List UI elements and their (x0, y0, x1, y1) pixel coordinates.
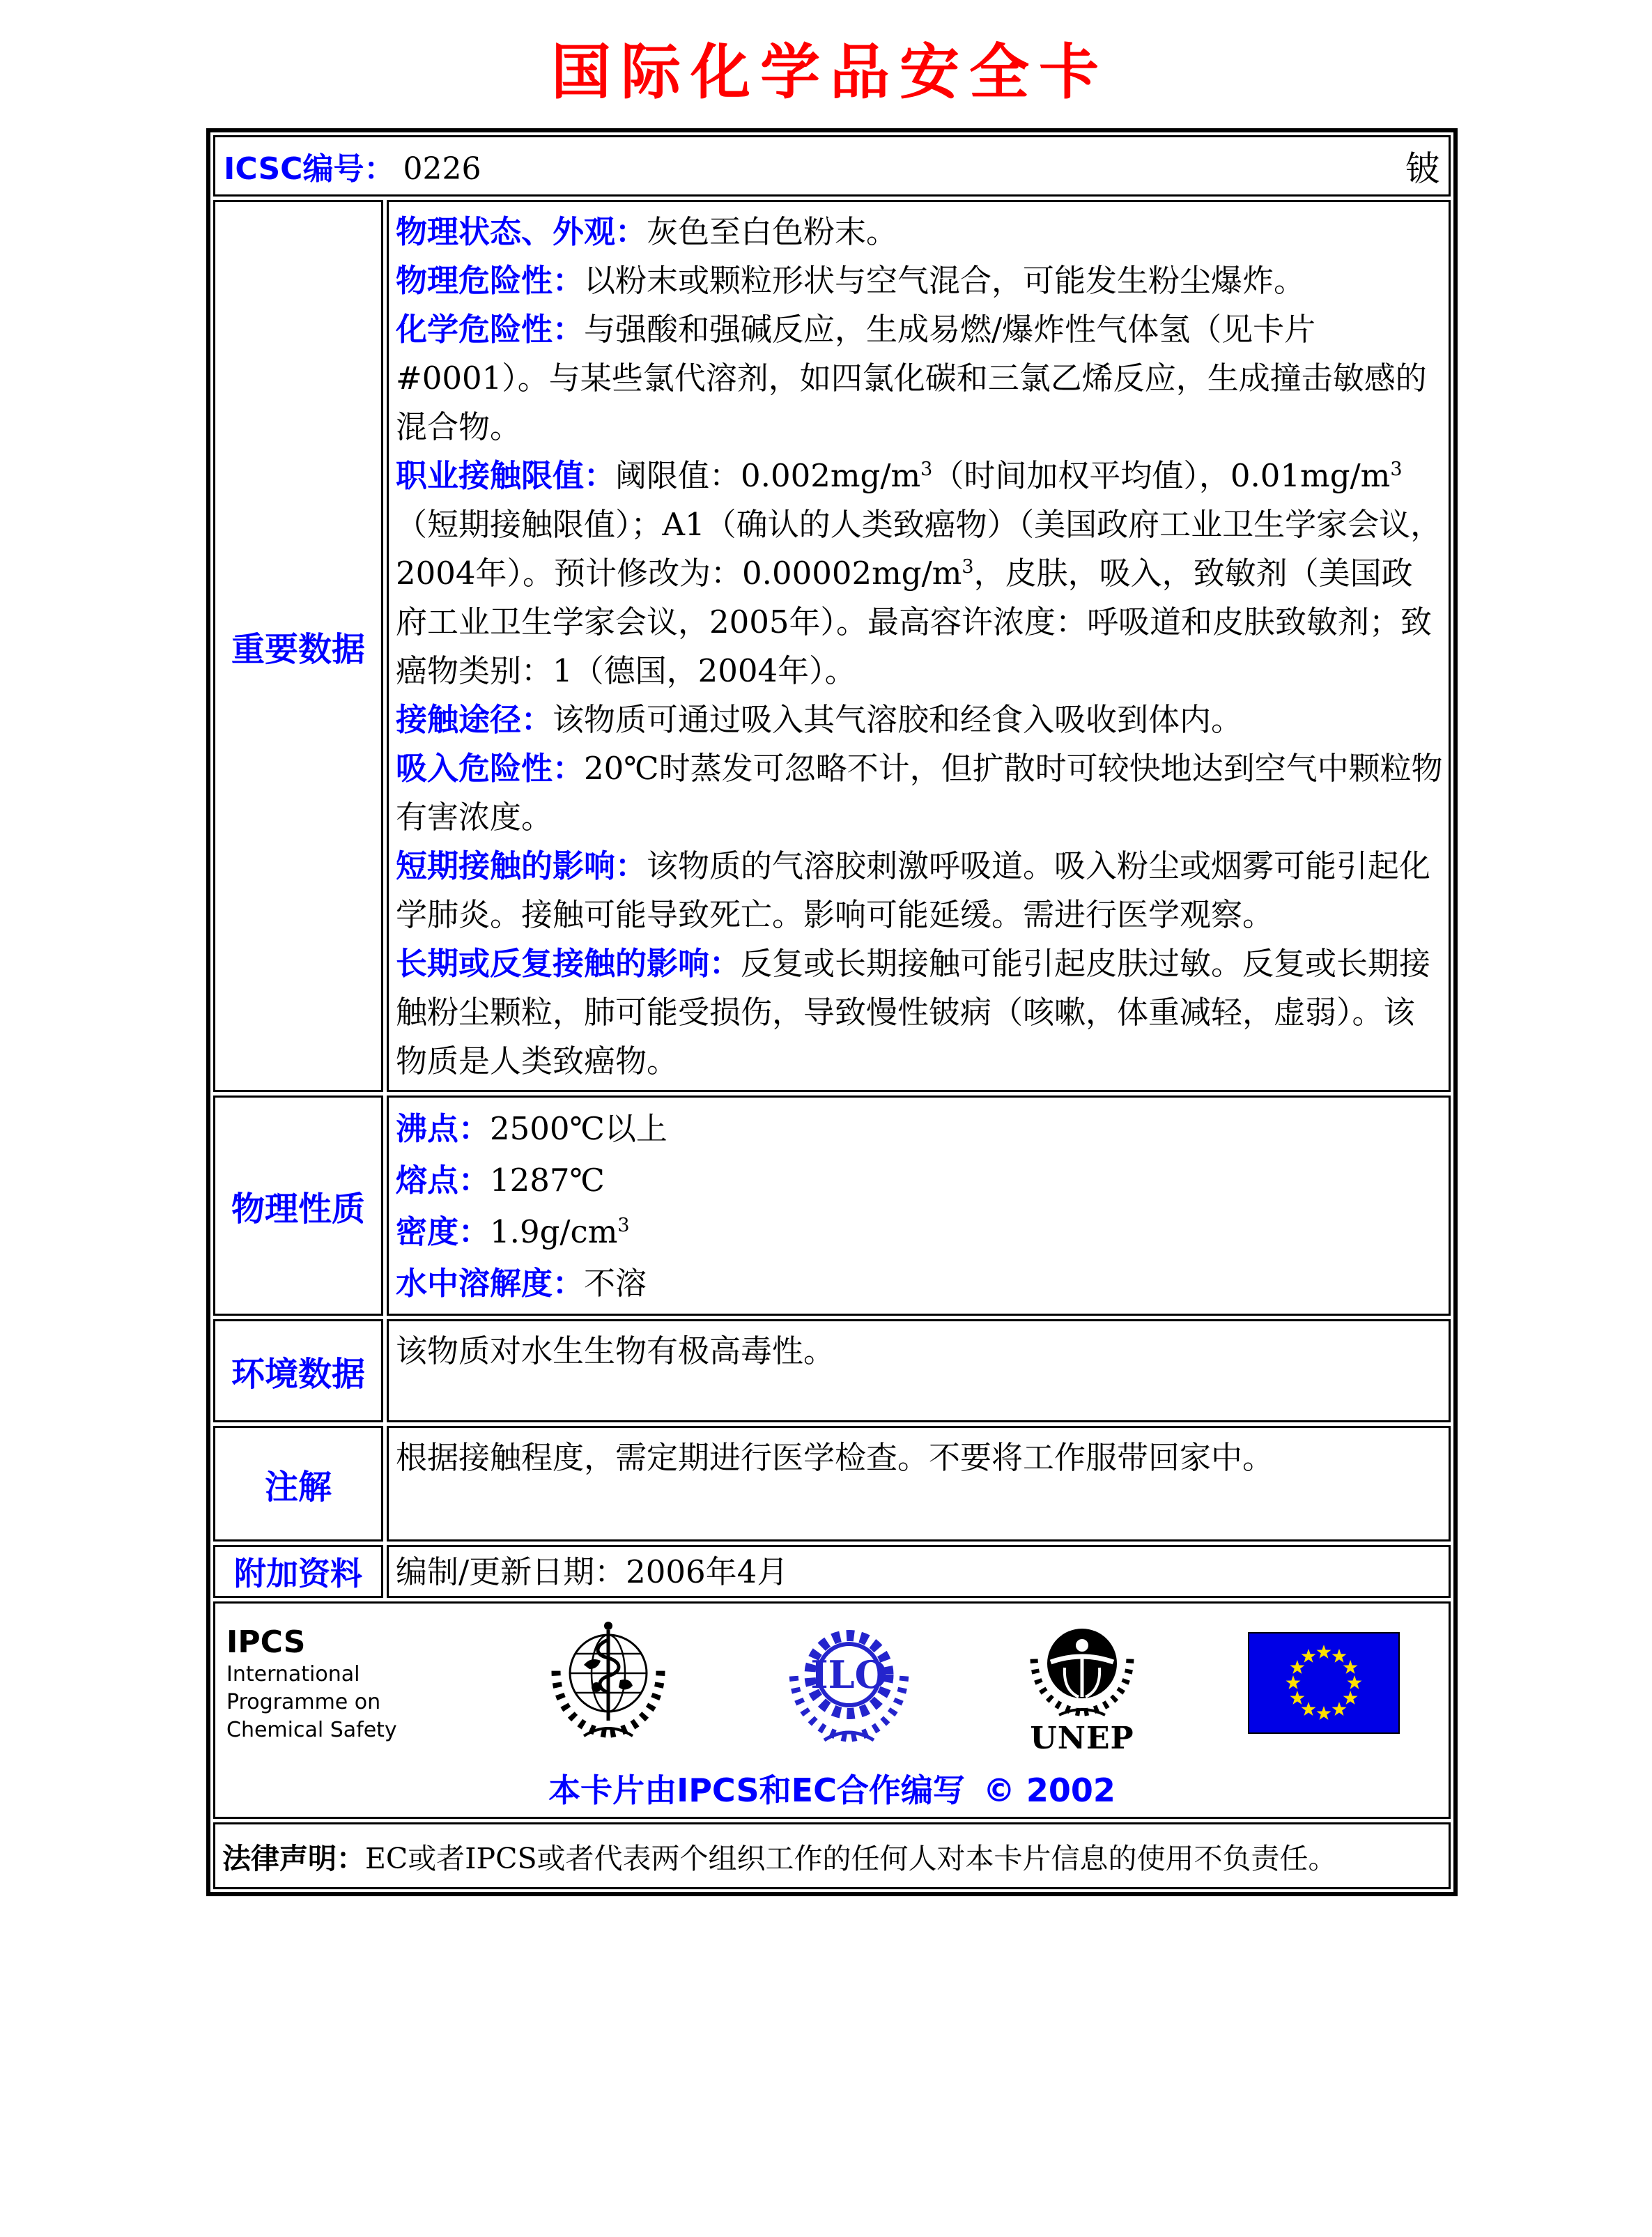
field-label: 熔点： (396, 1162, 491, 1199)
field-text: 该物质可通过吸入其气溶胶和经食入吸收到体内。 (553, 701, 1243, 738)
field-label: 化学危险性： (396, 311, 585, 348)
row-important-data (213, 200, 1451, 1092)
substance-name: 铍 (1405, 148, 1440, 189)
superscript-value: 3 (1390, 459, 1403, 480)
field-paragraph (396, 305, 1443, 452)
section-content-environmental-data (387, 1319, 1451, 1422)
field-paragraph (396, 256, 1443, 305)
field-label: 物理危险性： (396, 262, 585, 299)
ipcs-line: Chemical Safety (226, 1718, 397, 1742)
field-paragraph (396, 842, 1443, 939)
card-header-cell (213, 135, 1451, 197)
field-text: 灰色至白色粉末。 (647, 213, 898, 250)
field-text: 2500℃以上 (490, 1110, 667, 1147)
field-text: 编制/更新日期：2006年4月 (396, 1553, 789, 1590)
row-logos (213, 1601, 1451, 1819)
field-paragraph (396, 744, 1443, 842)
row-notes (213, 1426, 1451, 1542)
logos-cell (213, 1601, 1451, 1819)
field-label: 职业接触限值： (396, 457, 616, 494)
icsc-number-label: ICSC编号： (224, 151, 395, 187)
field-text: 1.9g/cm (490, 1213, 618, 1250)
footer-caption (222, 1765, 1442, 1811)
section-content-notes (387, 1426, 1451, 1542)
section-content-physical-properties (387, 1096, 1451, 1316)
copyright-text: © 2002 (982, 1771, 1116, 1809)
section-label-important-data: 重要数据 (213, 200, 383, 1092)
ilo-logo-text: ILO (810, 1652, 888, 1697)
field-paragraph (396, 1553, 788, 1592)
ipcs-line: Programme on (226, 1690, 381, 1714)
row-physical-properties (213, 1096, 1451, 1316)
field-text: （短期接触限值）；A1（确认的人类致癌物）（美国政府工业卫生学家会议，2004年）。预计修改为：0.00002mg/m (396, 506, 1442, 592)
field-text: 20℃时蒸发可忽略不计，但扩散时可较快地达到空气中颗粒物有害浓度。 (396, 750, 1443, 836)
field-label: 长期或反复接触的影响： (396, 945, 741, 982)
field-paragraph (396, 695, 1443, 744)
superscript-value: 3 (962, 556, 974, 578)
ipcs-acronym: IPCS (226, 1624, 306, 1660)
field-text: 该物质的气溶胶刺激呼吸道。吸入粉尘或烟雾可能引起化学肺炎。接触可能导致死亡。影响可能延缓。需进行医学观察。 (396, 847, 1431, 933)
unep-logo-icon (1023, 1609, 1141, 1760)
field-paragraph (396, 1155, 1443, 1206)
logos-strip (222, 1613, 1442, 1756)
field-text: 该物质对水生生物有极高毒性。 (396, 1332, 835, 1369)
icsc-number-value: 0226 (403, 151, 481, 187)
who-logo-icon (542, 1616, 674, 1753)
caption-text: 本卡片由IPCS和EC合作编写 (548, 1771, 965, 1809)
superscript-value: 3 (617, 1215, 630, 1236)
field-text: 反复或长期接触可能引起皮肤过敏。反复或长期接触粉尘颗粒，肺可能受损伤，导致慢性铍病（咳嗽，体重减轻，虚弱）。该物质是人类致癌物。 (396, 945, 1431, 1079)
row-additional-info (213, 1545, 1451, 1598)
ipcs-text-block (226, 1624, 435, 1744)
eu-flag-icon (1248, 1632, 1400, 1737)
field-text: 不溶 (584, 1265, 647, 1302)
field-text: 1287℃ (490, 1162, 605, 1199)
field-paragraph (396, 1258, 1443, 1309)
legal-text: EC或者IPCS或者代表两个组织工作的任何人对本卡片信息的使用不负责任。 (365, 1841, 1337, 1875)
field-paragraph (396, 208, 1443, 256)
icsc-number-group (224, 144, 481, 188)
card-header-row (213, 135, 1451, 197)
field-paragraph (396, 939, 1443, 1086)
field-paragraph (396, 452, 1443, 695)
field-label: 短期接触的影响： (396, 847, 647, 884)
field-label: 水中溶解度： (396, 1265, 585, 1302)
section-label-notes: 注解 (213, 1426, 383, 1542)
section-content-important-data (387, 200, 1451, 1092)
section-label-environmental-data: 环境数据 (213, 1319, 383, 1422)
row-environmental-data (213, 1319, 1451, 1422)
field-paragraph (396, 1433, 1443, 1482)
row-legal-notice (213, 1822, 1451, 1889)
field-paragraph (396, 1206, 1443, 1258)
ipcs-line: International (226, 1662, 360, 1686)
field-text: 根据接触程度，需定期进行医学检查。不要将工作服带回家中。 (396, 1439, 1274, 1476)
page-title: 国际化学品安全卡 (551, 37, 1109, 107)
field-label: 吸入危险性： (396, 750, 585, 787)
ilo-logo-icon (781, 1615, 917, 1754)
field-label: 密度： (396, 1213, 491, 1250)
field-text: （时间加权平均值），0.01mg/m (932, 457, 1391, 494)
field-text: 以粉末或颗粒形状与空气混合，可能发生粉尘爆炸。 (584, 262, 1306, 299)
unep-logo-text: UNEP (1030, 1721, 1134, 1756)
field-label: 接触途径： (396, 701, 553, 738)
superscript-value: 3 (920, 459, 933, 480)
section-label-additional-info: 附加资料 (213, 1545, 383, 1598)
legal-label: 法律声明： (222, 1841, 365, 1875)
legal-cell (213, 1822, 1451, 1889)
field-paragraph (396, 1327, 1443, 1376)
field-label: 沸点： (396, 1110, 491, 1147)
field-label: 物理状态、外观： (396, 213, 647, 250)
field-paragraph (396, 1103, 1443, 1155)
field-text: ，皮肤，吸入，致敏剂（美国政府工业卫生学家会议，2005年）。最高容许浓度：呼吸道和皮肤致敏剂；致癌物类别：1（德国，2004年）。 (396, 555, 1433, 689)
icsc-card-table (206, 128, 1458, 1896)
section-content-additional-info (387, 1545, 1451, 1598)
field-text: 阈限值：0.002mg/m (615, 457, 921, 494)
field-text: 与强酸和强碱反应，生成易燃/爆炸性气体氢（见卡片#0001）。与某些氯代溶剂，如四氯化碳和三氯乙烯反应，生成撞击敏感的混合物。 (396, 311, 1427, 445)
section-label-physical-properties: 物理性质 (213, 1096, 383, 1316)
